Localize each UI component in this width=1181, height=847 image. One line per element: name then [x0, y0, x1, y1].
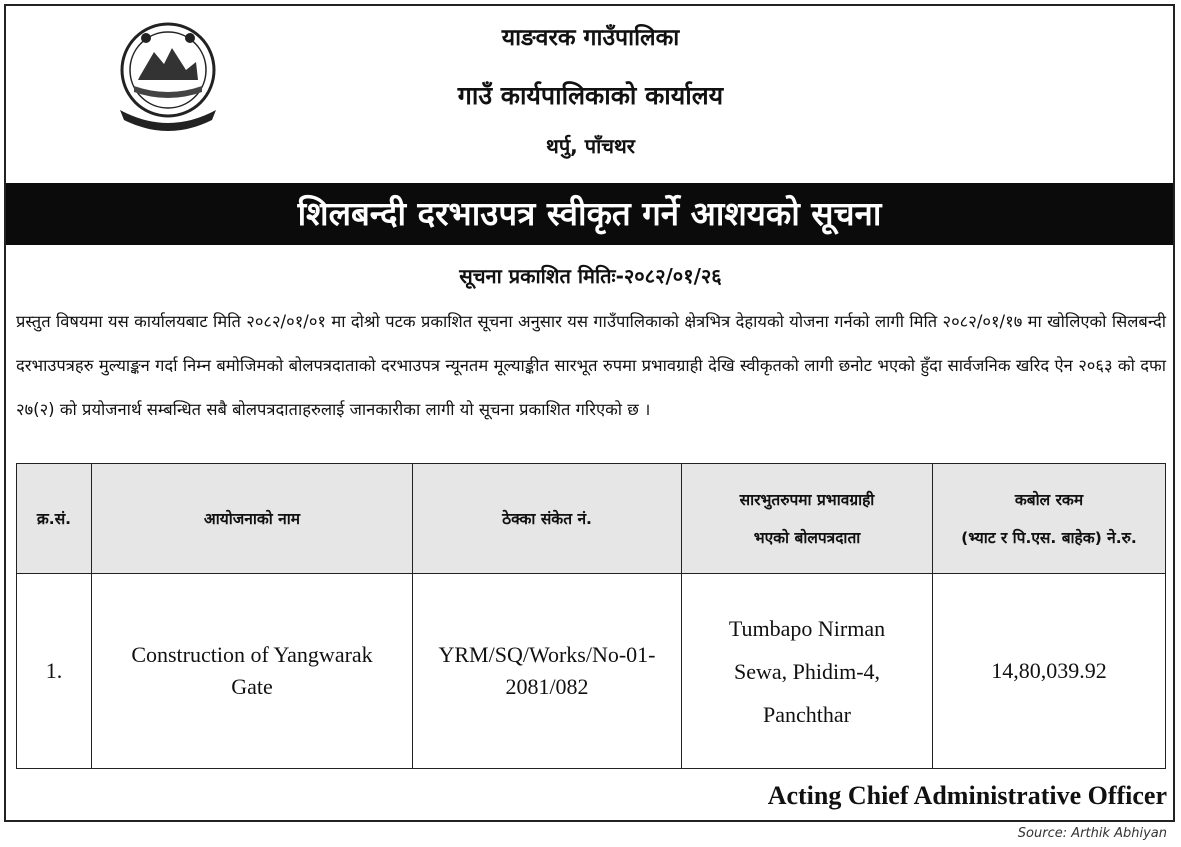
col-header-bidder: सारभुतरुपमा प्रभावग्राही भएको बोलपत्रदाता — [682, 464, 933, 574]
cell-amount: 14,80,039.92 — [933, 574, 1166, 769]
table-row — [17, 574, 1166, 769]
municipality-name: याङवरक गाउँपालिका — [501, 25, 680, 51]
col-header-project: आयोजनाको नाम — [92, 464, 413, 574]
source-credit: Source: Arthik Abhiyan — [1017, 826, 1167, 841]
office-name: गाउँ कार्यपालिकाको कार्यालय — [457, 81, 724, 110]
table-header-row — [17, 464, 1166, 574]
notice-title-banner: शिलबन्दी दरभाउपत्र स्वीकृत गर्ने आशयको सूचना — [6, 183, 1173, 245]
publish-date: सूचना प्रकाशित मितिः-२०८२/०१/२६ — [459, 264, 722, 288]
cell-bidder: Tumbapo Nirman Sewa, Phidim-4, Panchthar — [682, 574, 933, 769]
col-header-contract: ठेक्का संकेत नं. — [413, 464, 682, 574]
col-header-amount: कबोल रकम (भ्याट र पि.एस. बाहेक) ने.रु. — [933, 464, 1166, 574]
cell-contract: YRM/SQ/Works/No-01-2081/082 — [413, 574, 682, 769]
office-location: थर्पु, पाँचथर — [546, 134, 635, 158]
cell-sn: 1. — [17, 574, 92, 769]
cell-project: Construction of Yangwarak Gate — [92, 574, 413, 769]
bid-table — [16, 463, 1166, 769]
signature-title: Acting Chief Administrative Officer — [767, 781, 1167, 810]
col-header-sn: क्र.सं. — [17, 464, 92, 574]
notice-paragraph: प्रस्तुत विषयमा यस कार्यालयबाट मिति २०८२/०१/०१ मा दोश्रो पटक प्रकाशित सूचना अनुसार यस गाउँपालिकाको क्षेत्रभित्र देहायको योजना गर्नको लागी मिति २०८२/०१/१७ मा खोलिएको सिलबन्दी दरभाउपत्रहरु मुल्याङ्कन गर्दा निम्न बमोजिमको बोलपत्रदाताको दरभाउपत्र न्यूनतम मूल्याङ्कीत सारभूत रुपमा प्रभावग्राही देखि स्वीकृतको लागी छनोट भएको हुँदा सार्वजनिक खरिद ऐन २०६३ को दफा २७(२) को प्रयोजनार्थ सम्बन्धित सबै बोलपत्रदाताहरुलाई जानकारीका लागी यो सूचना प्रकाशित गरिएको छ । — [16, 312, 1166, 419]
